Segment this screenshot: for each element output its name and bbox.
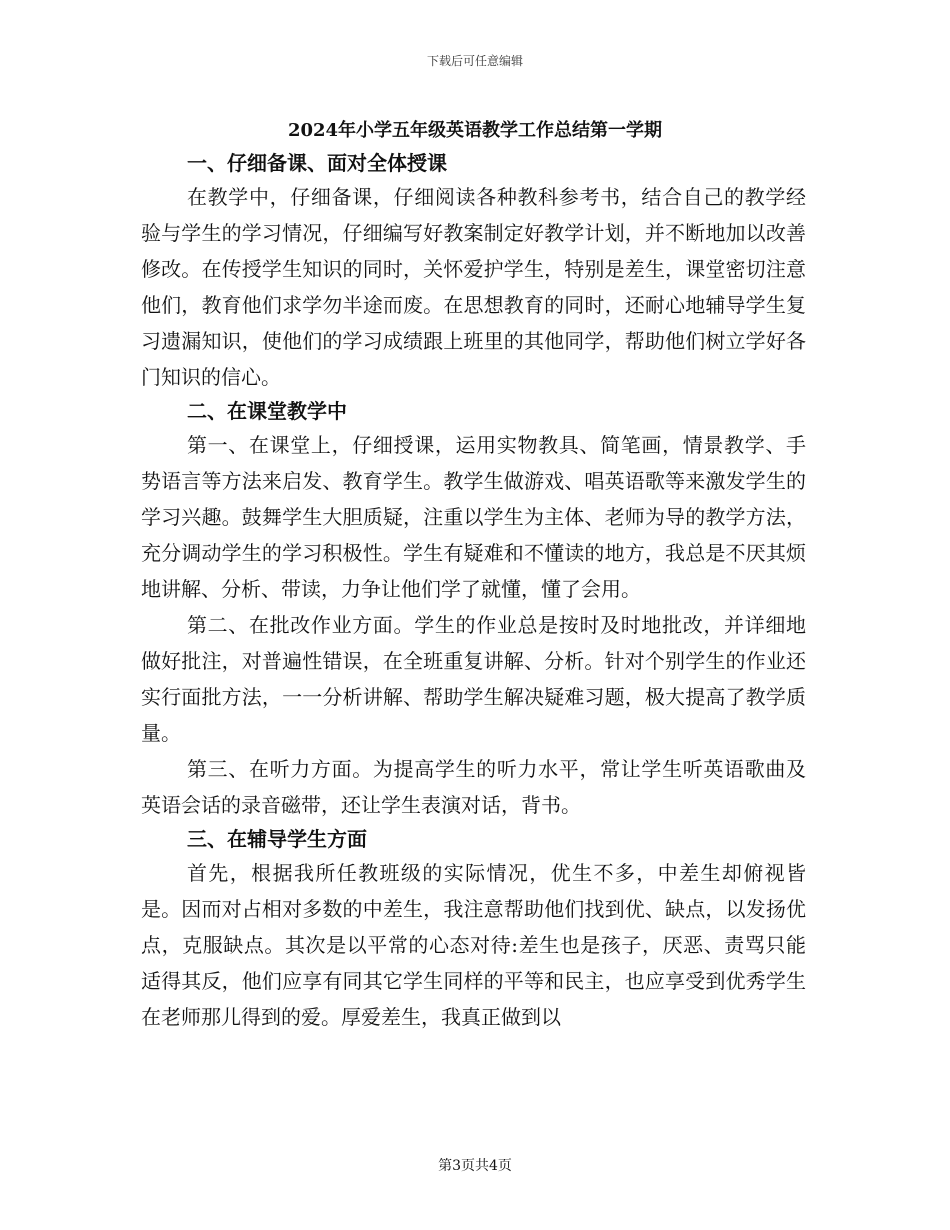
page-number-footer: 第3页共4页 [438, 1158, 512, 1174]
section-2-paragraph-3: 第三、在听力方面。为提高学生的听力水平，常让学生听英语歌曲及英语会话的录音磁带，还让学生表演对话，背书。 [141, 757, 806, 817]
section-1-paragraph-1: 在教学中，仔细备课，仔细阅读各种教科参考书，结合自己的教学经验与学生的学习情况，仔细编写好教案制定好教学计划，并不断地加以改善修改。在传授学生知识的同时，关怀爱护学生，特别是差生，课堂密切注意他们，教育他们求学勿半途而废。在思想教育的同时，还耐心地辅导学生复习遗漏知识，使他们的学习成绩跟上班里的其他同学，帮助他们树立学好各门知识的信心。 [141, 185, 806, 389]
section-2-paragraph-1: 第一、在课堂上，仔细授课，运用实物教具、简笔画，情景教学、手势语言等方法来启发、教育学生。教学生做游戏、唱英语歌等来激发学生的学习兴趣。鼓舞学生大胆质疑，注重以学生为主体、老师为导的教学方法，充分调动学生的学习积极性。学生有疑难和不懂读的地方，我总是不厌其烦地讲解、分析、带读，力争让他们学了就懂，懂了会用。 [141, 433, 806, 601]
document-body [141, 147, 806, 1035]
section-heading-1: 一、仔细备课、面对全体授课 [187, 151, 447, 175]
page-title: 2024年小学五年级英语教学工作总结第一学期 [287, 120, 663, 141]
section-heading-2: 二、在课堂教学中 [187, 399, 347, 423]
section-3-paragraph-1: 首先，根据我所任教班级的实际情况，优生不多，中差生却俯视皆是。因而对占相对多数的中差生，我注意帮助他们找到优、缺点，以发扬优点，克服缺点。其次是以平常的心态对待:差生也是孩子，厌恶、责骂只能适得其反，他们应享有同其它学生同样的平等和民主，也应享受到优秀学生在老师那儿得到的爱。厚爱差生，我真正做到以 [141, 861, 806, 1029]
section-heading-3: 三、在辅导学生方面 [187, 827, 367, 851]
header-note: 下载后可任意编辑 [426, 54, 523, 68]
section-2-paragraph-2: 第二、在批改作业方面。学生的作业总是按时及时地批改，并详细地做好批注，对普遍性错误，在全班重复讲解、分析。针对个别学生的作业还实行面批方法，一一分析讲解、帮助学生解决疑难习题，极大提高了教学质量。 [141, 613, 806, 745]
